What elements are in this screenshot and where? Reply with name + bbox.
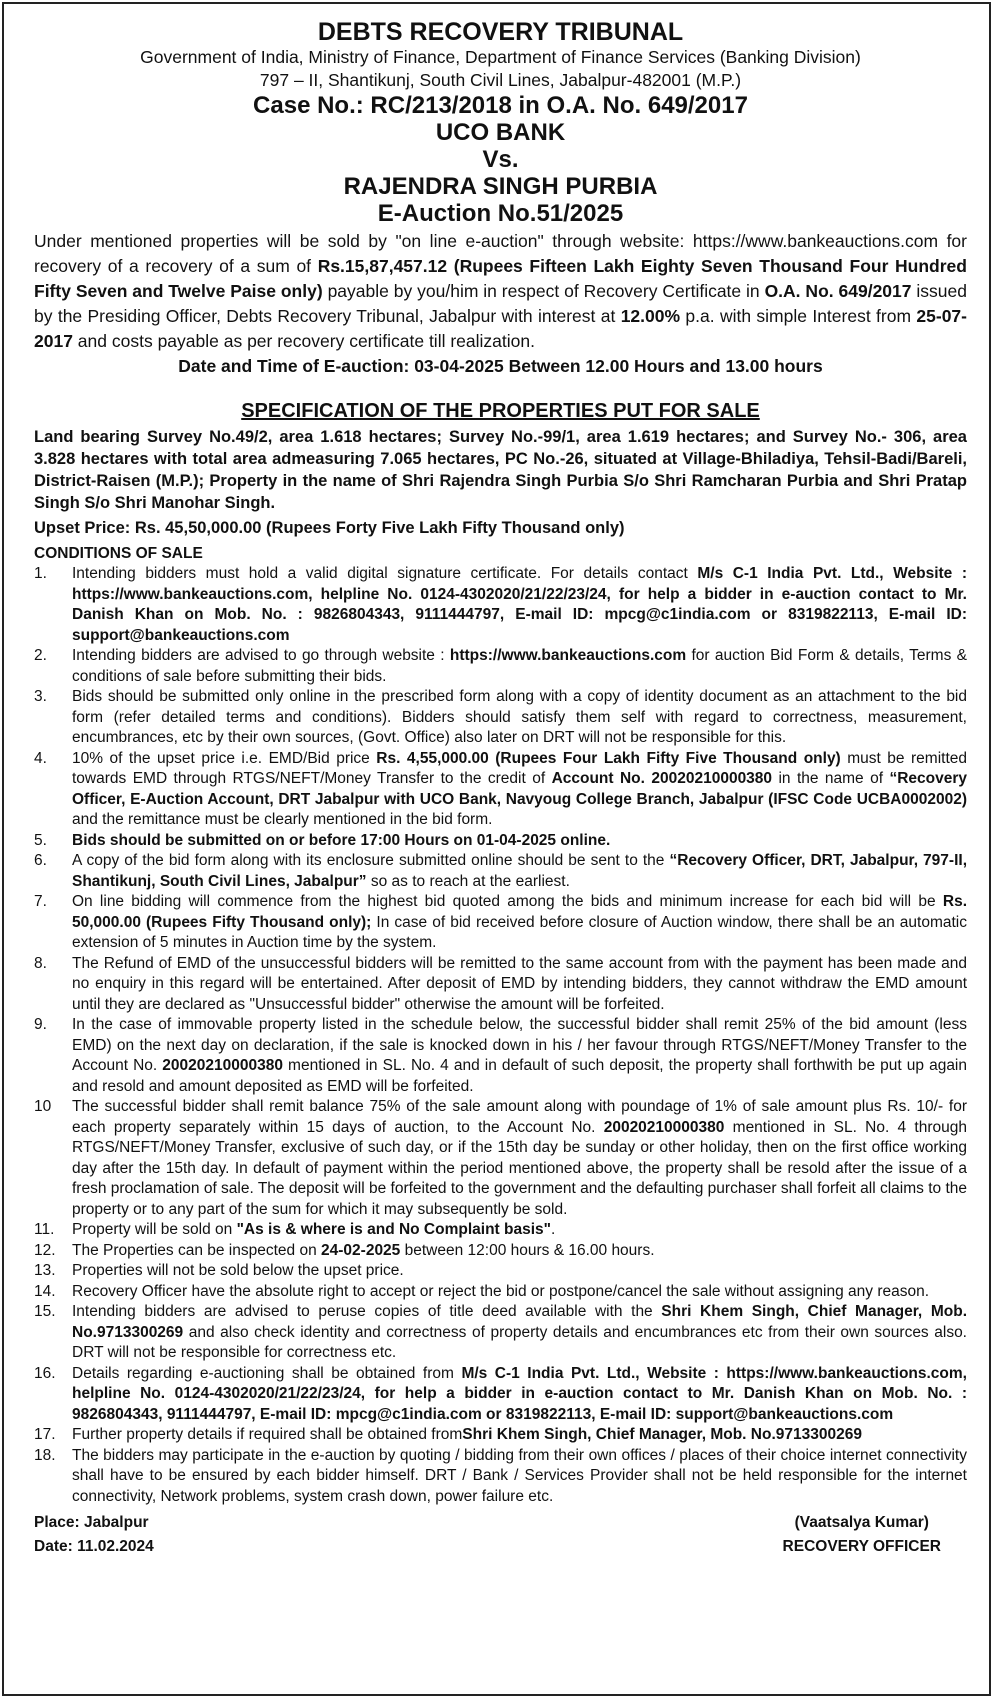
versus: Vs.	[482, 146, 519, 173]
condition-number: 4.	[34, 749, 47, 767]
condition-text-segment: Property will be sold on	[72, 1221, 237, 1238]
condition-item	[34, 1241, 967, 1262]
condition-number: 14.	[34, 1282, 56, 1300]
condition-text-segment: mentioned in SL. No. 4 through RTGS/NEFT/Money Transfer, exclusive of such day, or if the 15th day be sunday or other holiday, then on the first office working day after the 15th day. In default of payment within the period mentioned above, the property shall be resold after the issue of a fresh proclamation of sale. The deposit will be forfeited to the government and the defaulting purchaser shall forfeit all claims to the property or to any part of the sum for which it may subsequently be sold.	[72, 1118, 967, 1218]
condition-text	[72, 892, 967, 954]
condition-text	[72, 954, 967, 1016]
condition-text-segment: 20020210000380	[603, 1118, 725, 1136]
condition-text	[72, 687, 967, 749]
condition-text-segment: On line bidding will commence from the highest bid quoted among the bids and minimum increase for each bid will be	[72, 893, 943, 910]
condition-text-segment: “Recovery Officer, E-Auction Account, DRT Jabalpur with UCO Bank, Navyoug College Branch, Jabalpur (IFSC Code UCBA0002002)	[72, 770, 967, 808]
condition-number: 11.	[34, 1221, 55, 1238]
address-line: 797 – II, Shantikunj, South Civil Lines, Jabalpur-482001 (M.P.)	[259, 70, 742, 90]
condition-text	[72, 1097, 967, 1220]
condition-item	[34, 646, 967, 687]
notice-header	[34, 18, 967, 227]
place-date-block	[34, 1511, 154, 1559]
auction-date-time: Date and Time of E-auction: 03-04-2025 Between 12.00 Hours and 13.00 hours	[178, 356, 823, 376]
intro-text-3: issued by the Presiding Officer, Debts Recovery Tribunal, Jabalpur with interest at	[34, 281, 967, 326]
condition-number: 5.	[34, 831, 47, 849]
condition-item	[34, 1446, 967, 1508]
condition-text-segment: Rs. 50,000.00 (Rupees Fifty Thousand only);	[72, 893, 967, 931]
condition-item	[34, 564, 967, 646]
condition-text	[72, 831, 967, 852]
condition-text-segment: Recovery Officer have the absolute right to accept or reject the bid or postpone/cancel the sale without assigning any reason.	[72, 1282, 930, 1300]
condition-text-segment: Further property details if required shall be obtained from	[72, 1426, 463, 1443]
date: Date: 11.02.2024	[34, 1538, 154, 1555]
condition-text	[72, 1282, 967, 1303]
condition-text-segment: 24-02-2025	[321, 1241, 401, 1259]
recovery-amount: Rs.15,87,457.12 (Rupees Fifteen Lakh Eighty Seven Thousand Four Hundred Fifty Seven and Twelve Paise only)	[34, 256, 967, 301]
condition-item	[34, 1015, 967, 1097]
condition-item	[34, 1097, 967, 1220]
condition-text	[72, 749, 967, 831]
defendant-name: RAJENDRA SINGH PURBIA	[343, 173, 658, 200]
condition-text-segment: Intending bidders are advised to go through website :	[72, 647, 450, 664]
condition-text-segment: Shri Khem Singh, Chief Manager, Mob. No.9713300269	[462, 1426, 862, 1443]
condition-item	[34, 1425, 967, 1446]
intro-text-5: and costs payable as per recovery certificate till realization.	[72, 331, 535, 351]
condition-text-segment: Bids should be submitted only online in the prescribed form along with a copy of identity document as an attachment to the bid form (refer detailed terms and conditions). Bidders should satisfy them self with regard to correctness, measurement, encumbrances, etc by their own sources, (Govt. Office) also later on DRT will not be responsible for this.	[72, 688, 967, 746]
condition-text-segment: The successful bidder shall remit balance 75% of the sale amount along with poundage of 1% of sale amount plus Rs. 10/- for each property separately within 15 days of auction, to the Account No.	[72, 1098, 967, 1136]
condition-text-segment: “Recovery Officer, DRT, Jabalpur, 797-II, Shantikunj, South Civil Lines, Jabalpur”	[72, 852, 967, 890]
specification-heading: SPECIFICATION OF THE PROPERTIES PUT FOR SALE	[241, 400, 760, 422]
condition-text-segment: Intending bidders must hold a valid digital signature certificate. For details contact	[72, 565, 698, 582]
condition-number: 2.	[34, 647, 47, 664]
condition-text-segment: between 12:00 hours & 16.00 hours.	[400, 1241, 655, 1259]
condition-text-segment: Intending bidders are advised to peruse copies of title deed available with the	[72, 1303, 662, 1320]
condition-number: 3.	[34, 688, 47, 705]
case-number: Case No.: RC/213/2018 in O.A. No. 649/2017	[253, 92, 748, 119]
condition-text-segment: M/s C-1 India Pvt. Ltd., Website : https://www.bankeauctions.com, helpline No. 0124-4302020/21/22/23/24, for help a bidder in e-auction contact to Mr. Danish Khan on Mob. No. : 9826804343, 9111444797, E-mail ID: mpcg@c1india.com or 8319822113, E-mail ID: support@bankeauctions.com	[72, 1364, 967, 1423]
condition-text-segment: in the name of	[772, 770, 890, 787]
condition-number: 17.	[34, 1426, 56, 1443]
condition-text-segment: Bids should be submitted on or before 17:00 Hours on 01-04-2025 online.	[72, 831, 611, 849]
signature-block	[783, 1511, 941, 1559]
condition-number: 12.	[34, 1241, 56, 1259]
condition-text-segment: A copy of the bid form along with its enclosure submitted online should be sent to the	[72, 852, 670, 869]
bank-name: UCO BANK	[435, 119, 566, 146]
condition-text-segment: Properties will not be sold below the upset price.	[72, 1262, 404, 1279]
ministry-line: Government of India, Ministry of Finance, Department of Finance Services (Banking Division)	[140, 47, 861, 67]
condition-text-segment: https://www.bankeauctions.com	[449, 647, 687, 664]
condition-number: 10	[34, 1098, 52, 1115]
interest-rate: 12.00%	[620, 306, 681, 326]
place: Place: Jabalpur	[34, 1514, 149, 1531]
conditions-heading: CONDITIONS OF SALE	[34, 545, 203, 562]
condition-text	[72, 646, 967, 687]
condition-number: 8.	[34, 954, 47, 972]
condition-item	[34, 1302, 967, 1364]
condition-text-segment: The Properties can be inspected on	[72, 1241, 322, 1259]
condition-number: 7.	[34, 893, 47, 910]
condition-text-segment: The bidders may participate in the e-auction by quoting / bidding from their own offices / places of their choice internet connectivity shall have to be ensured by each bidder himself. DRT / Bank / Services Provider shall not be held responsible for the internet connectivity, Network problems, system crash down, power failure etc.	[72, 1446, 967, 1505]
condition-text-segment: In the case of immovable property listed in the schedule below, the successful bidder shall remit 25% of the bid amount (less EMD) on the next day on declaration, if the sale is knocked down in his / her favour through RTGS/NEFT/Money Transfer to the Account No.	[72, 1016, 967, 1074]
signatory-name: (Vaatsalya Kumar)	[794, 1514, 929, 1531]
condition-text-segment: In case of bid received before closure of Auction window, there shall be an automatic extension of 5 minutes in Auction time by the system.	[72, 913, 967, 951]
condition-number: 16.	[34, 1364, 56, 1382]
condition-item	[34, 687, 967, 749]
condition-text-segment: 10% of the upset price i.e. EMD/Bid price	[72, 749, 377, 767]
property-specification: Land bearing Survey No.49/2, area 1.618 hectares; Survey No.-99/1, area 1.619 hectares; and Survey No.- 306, area 3.828 hectares with total area admeasuring 7.065 hectares, PC No.-26, situated at Village-Bhiladiya, Tehsil-Badi/Bareli, District-Raisen (M.P.); Property in the name of Shri Rajendra Singh Purbia S/o Shri Ramcharan Purbia and Shri Pratap Singh S/o Shri Manohar Singh.	[34, 428, 967, 512]
condition-text	[72, 1261, 967, 1282]
condition-item	[34, 1220, 967, 1241]
condition-item	[34, 892, 967, 954]
condition-text-segment: must be remitted towards EMD through RTGS/NEFT/Money Transfer to the credit of	[72, 749, 967, 787]
condition-text-segment: and also check identity and correctness of property details and encumbrances etc from their own sources also. DRT will not be responsible for correctness etc.	[72, 1323, 967, 1361]
upset-price: Upset Price: Rs. 45,50,000.00 (Rupees Forty Five Lakh Fifty Thousand only)	[34, 519, 625, 537]
condition-text-segment: M/s C-1 India Pvt. Ltd., Website : https://www.bankeauctions.com, helpline No. 0124-4302020/21/22/23/24, for help a bidder in e-auction contact to Mr. Danish Khan on Mob. No. : 9826804343, 9111444797, E-mail ID: mpcg@c1india.com or 8319822113, E-mail ID: support@bankeauctions.com	[72, 565, 967, 644]
intro-text-4: p.a. with simple Interest from	[680, 306, 917, 326]
condition-text-segment: mentioned in SL. No. 4 and in default of such deposit, the property shall forthwith be put up again and resold and amount deposited as EMD will be forfeited.	[72, 1057, 967, 1095]
condition-text-segment: Details regarding e-auctioning shall be obtained from	[72, 1364, 462, 1382]
condition-item	[34, 831, 967, 852]
condition-number: 1.	[34, 565, 47, 582]
conditions-list	[34, 564, 967, 1507]
condition-number: 18.	[34, 1446, 56, 1464]
condition-number: 6.	[34, 852, 47, 869]
condition-number: 15.	[34, 1303, 56, 1320]
condition-text-segment: "As is & where is and No Complaint basis"	[236, 1221, 551, 1238]
condition-text-segment: The Refund of EMD of the unsuccessful bidders will be remitted to the same account from with the payment has been made and no enquiry in this regard will be entertained. After deposit of EMD by intending bidders, they cannot withdraw the EMD amount until they are declared as "Unsuccessful bidder" otherwise the amount will be forfeited.	[72, 954, 967, 1013]
condition-text-segment: Shri Khem Singh, Chief Manager, Mob. No.9713300269	[72, 1303, 967, 1341]
condition-item	[34, 851, 967, 892]
intro-paragraph	[34, 229, 967, 354]
condition-item	[34, 1282, 967, 1303]
intro-text-2: payable by you/him in respect of Recovery Certificate in	[322, 281, 765, 301]
condition-item	[34, 1364, 967, 1426]
interest-from-date: 25-07-2017	[34, 306, 967, 351]
condition-text	[72, 1220, 967, 1241]
condition-text	[72, 1302, 967, 1364]
condition-text-segment: Account No. 20020210000380	[551, 770, 773, 787]
condition-item	[34, 954, 967, 1016]
condition-text-segment: .	[551, 1221, 556, 1238]
condition-text	[72, 851, 967, 892]
condition-text-segment: 20020210000380	[162, 1057, 283, 1074]
oa-number: O.A. No. 649/2017	[764, 281, 912, 301]
condition-text-segment: so as to reach at the earliest.	[366, 872, 570, 890]
condition-text	[72, 1241, 967, 1262]
condition-text	[72, 564, 967, 646]
tribunal-title: DEBTS RECOVERY TRIBUNAL	[317, 18, 684, 46]
condition-number: 9.	[34, 1016, 47, 1033]
condition-text	[72, 1015, 967, 1097]
auction-number: E-Auction No.51/2025	[377, 200, 624, 227]
auction-notice	[2, 2, 991, 1696]
condition-item	[34, 1261, 967, 1282]
condition-text	[72, 1446, 967, 1508]
condition-text-segment: for auction Bid Form & details, Terms & conditions of sale before submitting their bids.	[72, 647, 967, 685]
notice-footer	[34, 1511, 967, 1559]
condition-text-segment: and the remittance must be clearly mentioned in the bid form.	[72, 811, 493, 828]
condition-number: 13.	[34, 1262, 56, 1279]
condition-text	[72, 1425, 967, 1446]
condition-text-segment: Rs. 4,55,000.00 (Rupees Four Lakh Fifty Five Thousand only)	[376, 749, 841, 767]
condition-text	[72, 1364, 967, 1426]
signatory-designation: RECOVERY OFFICER	[782, 1538, 941, 1555]
condition-item	[34, 749, 967, 831]
intro-text-1: Under mentioned properties will be sold by "on line e-auction" through website: https://www.bankeauctions.com for recovery of a recovery of a sum of	[34, 231, 967, 276]
